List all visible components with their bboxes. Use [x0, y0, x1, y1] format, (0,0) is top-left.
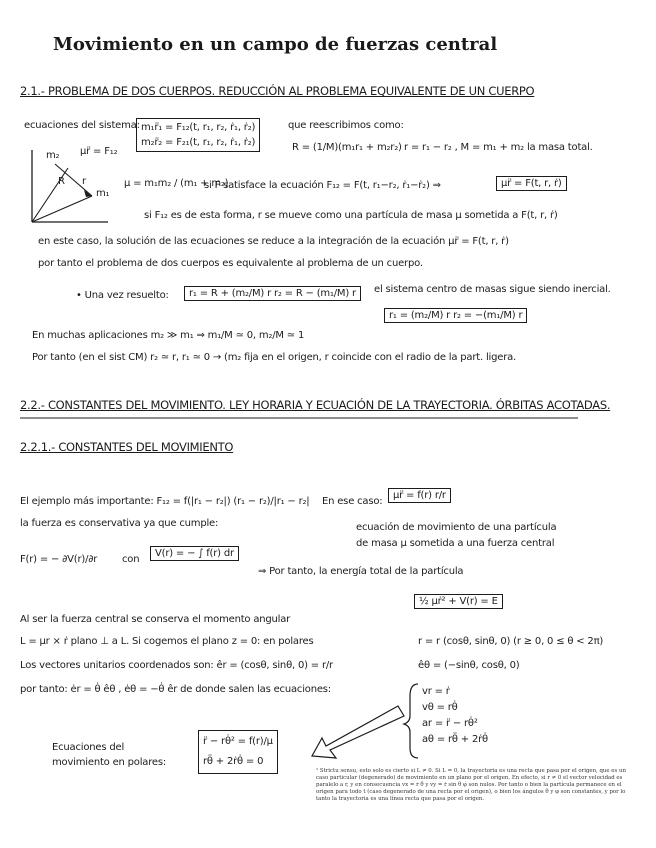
la-fuerza-text: la fuerza es conservativa ya que cumple:	[20, 518, 219, 529]
page-title: Movimiento en un campo de fuerzas central	[53, 34, 498, 55]
ar-equation: ar = r̈ − rθ̇²	[422, 718, 478, 729]
L-definition: L = μr × ṙ plano ⊥ a L. Si cogemos el plano z = 0: en polares	[20, 636, 314, 647]
si-F12-text: si F₁₂ es de esta forma, r se mueve como una partícula de masa μ sometida a F(t, r, ṙ)	[144, 210, 558, 221]
potential-box: V(r) = − ∫ f(r) dr	[150, 546, 239, 561]
en-muchas-text: En muchas aplicaciones m₂ ≫ m₁ ⇒ m₁/M ≃ 0, m₂/M ≃ 1	[32, 330, 305, 341]
vr-equation: vr = ṙ	[422, 686, 450, 697]
equation-m1: m₁r̈₁ = F₁₂(t, r₁, r₂, ṙ₁, ṙ₂)	[141, 122, 256, 133]
por-tanto-cm-text: Por tanto (en el sist CM) r₂ ≃ r, r₁ ≃ 0 → (m₂ fija en el origen, r coincide con el radio de la part. ligera.	[32, 352, 517, 363]
una-vez-text: • Una vez resuelto:	[76, 290, 169, 301]
si-satisface-text: si F satisface la ecuación F₁₂ = F(t, r₁−r₂, ṙ₁−ṙ₂) ⇒	[204, 180, 441, 191]
ecuacion-mov-line2: de masa μ sometida a una fuerza central	[356, 538, 555, 549]
en-este-caso-text: en este caso, la solución de las ecuaciones se reduce a la integración de la ecuación μr̈ = F(t, r, ṙ)	[38, 236, 509, 247]
al-ser-text: Al ser la fuerza central se conserva el momento angular	[20, 614, 291, 625]
energy-box: ½ μṙ² + V(r) = E	[414, 594, 503, 609]
section-2-2-heading: 2.2.- CONSTANTES DEL MOVIMIENTO. LEY HORARIA Y ECUACIÓN DE LA TRAYECTORIA. ÓRBITAS ACOTADAS.	[20, 398, 611, 412]
diagram-m2-label: m₂	[46, 150, 60, 161]
el-ejemplo-text: El ejemplo más importante: F₁₂ = f(|r₁ − r₂|) (r₁ − r₂)/|r₁ − r₂|	[20, 496, 310, 507]
polar-position: r = r (cosθ, sinθ, 0) (r ≥ 0, 0 ≤ θ < 2π)	[418, 636, 604, 647]
force-derivative: F(r) = − ∂V(r)/∂r	[20, 554, 98, 565]
equation-m2: m₂r̈₂ = F₂₁(t, r₁, r₂, ṙ₁, ṙ₂)	[141, 137, 256, 148]
mu-definition: μ = m₁m₂ / (m₁ + m₂)	[124, 178, 229, 189]
definition-R: R = (1/M)(m₁r₁ + m₂r₂)	[292, 142, 402, 153]
section-2-1-heading: 2.1.- PROBLEMA DE DOS CUERPOS. REDUCCIÓN AL PROBLEMA EQUIVALENTE DE UN CUERPO	[20, 84, 535, 98]
con-label: con	[122, 554, 140, 565]
diagram-r-label: r	[82, 176, 86, 187]
ecuaciones-polares-line2: movimiento en polares:	[52, 757, 167, 768]
r1-r2-box: r₁ = R + (m₂/M) r r₂ = R − (m₁/M) r	[184, 286, 361, 301]
mu-r-equation: μr̈ = F₁₂	[80, 146, 118, 157]
cm-box: r₁ = (m₂/M) r r₂ = −(m₁/M) r	[384, 308, 527, 323]
e-theta-def: êθ = (−sinθ, cosθ, 0)	[418, 660, 520, 671]
polar-eq-angular: rθ̈ + 2ṙθ̇ = 0	[203, 756, 264, 767]
reduced-equation-box: μr̈ = F(t, r, ṙ)	[496, 176, 567, 191]
ecuaciones-polares-line1: Ecuaciones del	[52, 742, 125, 753]
en-ese-caso-label: En ese caso:	[322, 496, 383, 507]
por-tanto-2-text: por tanto: ėr = θ̇ êθ , ėθ = −θ̇ êr de donde salen las ecuaciones:	[20, 684, 331, 695]
reescribimos-label: que reescribimos como:	[288, 120, 404, 131]
diagram-m1-label: m₁	[96, 188, 110, 199]
ecuacion-mov-line1: ecuación de movimiento de una partícula	[356, 522, 557, 533]
diagram-R-label: R	[58, 176, 65, 187]
ecuaciones-sistema-label: ecuaciones del sistema:	[24, 120, 140, 131]
section-2-2-1-heading: 2.2.1.- CONSTANTES DEL MOVIMIENTO	[20, 440, 234, 454]
central-force-box: μr̈ = f(r) r/r	[388, 488, 451, 503]
definition-r: r = r₁ − r₂ , M = m₁ + m₂ la masa total.	[404, 142, 593, 153]
atheta-equation: aθ = rθ̈ + 2ṙθ̇	[422, 734, 488, 745]
vectores-text: Los vectores unitarios coordenados son: êr = (cosθ, sinθ, 0) = r/r	[20, 660, 333, 671]
por-tanto-text: por tanto el problema de dos cuerpos es equivalente al problema de un cuerpo.	[38, 258, 423, 269]
footnote: ¹ Strictu sensu, esto solo es cierto si L ≠ 0. Si L = 0, la trayectoria es una recta que pasa por el origen, que es un caso particular (degenerado) de movimiento en un plano por el origen. En efecto, si r ≠ 0 el vector velocidad es paralelo a r, y en consecuencia vx = ṙ θ̇ y vy = ṙ sin θ φ̇ son nulos. Por tanto o bien la partícula permanece en el origen para todo t (caso degenerado de una recta por el origen), o bien los ángulos θ y φ son constantes, y por lo tanto la trayectoria es una línea recta que pasa por el origen.	[316, 768, 626, 803]
energia-text: ⇒ Por tanto, la energía total de la partícula	[258, 566, 464, 577]
polar-eq-radial: r̈ − rθ̇² = f(r)/μ	[203, 736, 273, 747]
vtheta-equation: vθ = rθ̇	[422, 702, 458, 713]
sistema-cm-text: el sistema centro de masas sigue siendo inercial.	[374, 284, 611, 295]
